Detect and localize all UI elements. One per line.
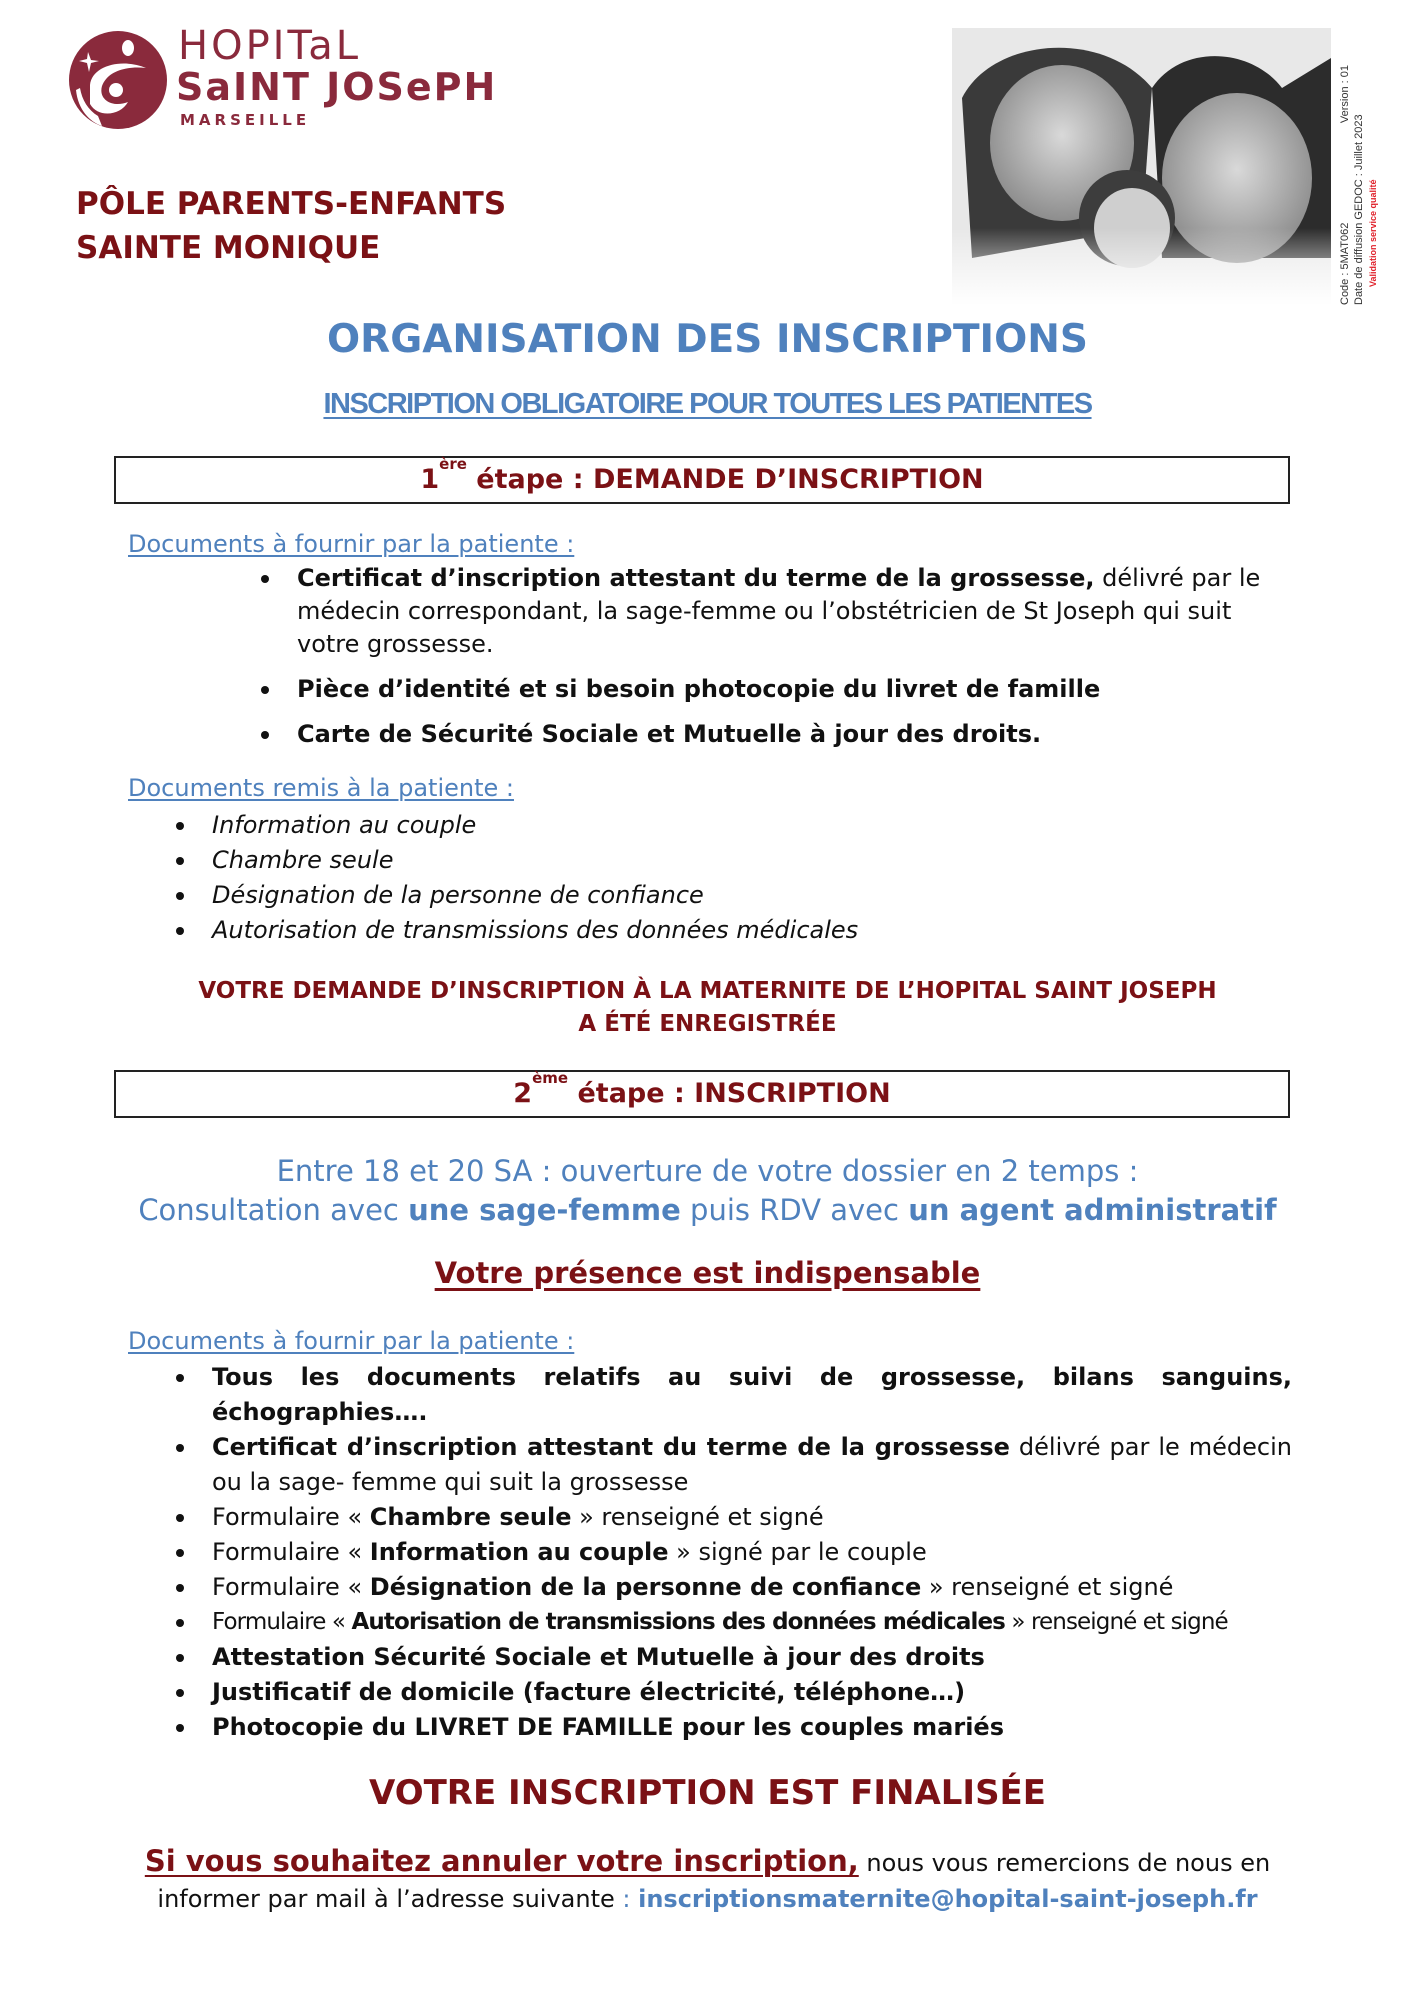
intro-bold-agent: un agent administratif xyxy=(908,1193,1277,1227)
page-title: ORGANISATION DES INSCRIPTIONS xyxy=(327,317,1088,362)
pole-title xyxy=(76,182,506,270)
list-item-text: Chambre seule xyxy=(212,846,394,874)
registration-finalised-notice: VOTRE INSCRIPTION EST FINALISÉE xyxy=(368,1773,1047,1813)
list-item-bold: Certificat d’inscription attestant du terme de la grossesse, xyxy=(297,564,1095,592)
bullet-icon xyxy=(176,1514,184,1522)
step1-documents-to-provide-heading: Documents à fournir par la patiente : xyxy=(128,530,575,558)
doc-code: Code : 5MAT062 xyxy=(1339,222,1351,305)
list-item xyxy=(212,1710,1292,1745)
list-item xyxy=(212,1535,1292,1570)
doc-date: Date de diffusion GEDOC : Juillet 2023 xyxy=(1353,114,1365,305)
list-item-bold: Carte de Sécurité Sociale et Mutuelle à jour des droits. xyxy=(297,720,1042,748)
list-item-text: délivré par le médecin correspondant, la sage-femme ou l’obstétricien de St Joseph qui suit votre grossesse. xyxy=(297,564,1261,658)
step1-number: 1 xyxy=(420,464,440,495)
bullet-icon xyxy=(176,927,184,935)
step1-documents-given-list xyxy=(212,808,1212,948)
step1-documents-to-provide-list xyxy=(297,562,1297,763)
step2-documents-to-provide-list xyxy=(212,1360,1292,1745)
family-photo xyxy=(952,28,1331,305)
list-item-bold: Chambre seule xyxy=(369,1503,572,1531)
doc-version: Version : 01 xyxy=(1339,65,1351,124)
list-item xyxy=(297,562,1297,661)
cancellation-line1 xyxy=(0,1843,1415,1881)
list-item xyxy=(212,808,1212,843)
bullet-icon xyxy=(176,1584,184,1592)
list-item-text: » renseigné et signé xyxy=(921,1573,1174,1601)
bullet-icon xyxy=(176,1374,184,1382)
cancellation-line2 xyxy=(0,1881,1415,1917)
list-item-bold: Information au couple xyxy=(369,1538,669,1566)
pole-title-line2: SAINTE MONIQUE xyxy=(76,230,381,266)
list-item xyxy=(212,1500,1292,1535)
cancellation-colon: : xyxy=(622,1885,639,1913)
list-item xyxy=(212,1360,1292,1430)
list-item-text: Information au couple xyxy=(212,811,477,839)
list-item-bold: Désignation de la personne de confiance xyxy=(369,1573,922,1601)
doc-validation: Validation service qualité xyxy=(1368,179,1378,287)
registration-notice-line1: VOTRE DEMANDE D’INSCRIPTION À LA MATERNITE DE L’HOPITAL SAINT JOSEPH xyxy=(198,978,1217,1004)
bullet-icon xyxy=(261,575,269,583)
bullet-icon xyxy=(176,1654,184,1662)
list-item-text: Désignation de la personne de confiance xyxy=(212,881,704,909)
list-item-text: » renseigné et signé xyxy=(571,1503,824,1531)
page-subtitle-text: INSCRIPTION OBLIGATOIRE POUR TOUTES LES PATIENTES xyxy=(323,388,1092,420)
cancellation-text: informer par mail à l’adresse suivante xyxy=(157,1885,623,1913)
bullet-icon xyxy=(176,1549,184,1557)
bullet-icon xyxy=(261,731,269,739)
registration-notice xyxy=(0,975,1415,1041)
list-item-bold: Pièce d’identité et si besoin photocopie du livret de famille xyxy=(297,675,1101,703)
hospital-logo-icon xyxy=(68,30,168,130)
list-item-bold: Certificat d’inscription attestant du terme de la grossesse xyxy=(212,1433,1010,1461)
presence-required-text: Votre présence est indispensable xyxy=(434,1256,981,1290)
intro-text: puis RDV avec xyxy=(680,1193,909,1227)
cancellation-notice xyxy=(0,1843,1415,1917)
step2-intro xyxy=(0,1152,1415,1230)
intro-bold-sage-femme: une sage-femme xyxy=(408,1193,681,1227)
step2-label: étape : INSCRIPTION xyxy=(568,1078,891,1109)
cancellation-lead: Si vous souhaitez annuler votre inscription, xyxy=(144,1844,859,1878)
registration-notice-line2: A ÉTÉ ENREGISTRÉE xyxy=(578,1011,837,1037)
logo-text-saint-joseph: SaINT JOSePH xyxy=(176,65,498,109)
list-item-text: Formulaire « xyxy=(212,1503,370,1531)
list-item-text: » renseigné et signé xyxy=(1004,1609,1228,1635)
cancellation-text: nous vous remercions de nous en xyxy=(858,1849,1271,1877)
document-metadata xyxy=(1338,65,1380,305)
bullet-icon xyxy=(176,1724,184,1732)
pole-title-line1: PÔLE PARENTS-ENFANTS xyxy=(76,186,507,222)
step1-label: étape : DEMANDE D’INSCRIPTION xyxy=(466,464,984,495)
step1-header-box xyxy=(114,456,1290,504)
step2-documents-to-provide-heading: Documents à fournir par la patiente : xyxy=(128,1327,575,1355)
list-item xyxy=(297,673,1297,706)
list-item-text: Formulaire « xyxy=(212,1573,370,1601)
list-item-text: Formulaire « xyxy=(212,1538,370,1566)
bullet-icon xyxy=(176,857,184,865)
step1-ordinal-suffix: ère xyxy=(439,455,467,473)
list-item xyxy=(212,1605,1292,1640)
list-item-bold: Attestation Sécurité Sociale et Mutuelle à jour des droits xyxy=(212,1643,985,1671)
list-item xyxy=(212,843,1212,878)
bullet-icon xyxy=(176,892,184,900)
list-item xyxy=(297,718,1297,751)
step2-header-box xyxy=(114,1070,1290,1118)
list-item-text: délivré par le médecin ou la sage- femme qui suit la grossesse xyxy=(212,1433,1292,1496)
list-item xyxy=(212,1640,1292,1675)
list-item-bold: Photocopie du LIVRET DE FAMILLE pour les couples mariés xyxy=(212,1713,1004,1741)
intro-text: Consultation avec xyxy=(138,1193,409,1227)
bullet-icon xyxy=(261,686,269,694)
list-item-bold: Tous les documents relatifs au suivi de grossesse, bilans sanguins, échographies…. xyxy=(212,1363,1292,1426)
bullet-icon xyxy=(176,1619,184,1627)
list-item xyxy=(212,913,1212,948)
page-subtitle xyxy=(0,382,1415,426)
presence-required-notice xyxy=(0,1253,1415,1293)
list-item-text: Formulaire « xyxy=(212,1609,352,1635)
list-item-bold: Autorisation de transmissions des données médicales xyxy=(351,1609,1005,1635)
list-item-text: Autorisation de transmissions des données médicales xyxy=(212,916,859,944)
step1-documents-given-heading: Documents remis à la patiente : xyxy=(128,774,514,802)
bullet-icon xyxy=(176,1689,184,1697)
logo-text-marseille: MARSEILLE xyxy=(180,111,311,129)
list-item xyxy=(212,1570,1292,1605)
step2-intro-line1: Entre 18 et 20 SA : ouverture de votre dossier en 2 temps : xyxy=(276,1154,1139,1188)
bullet-icon xyxy=(176,822,184,830)
step2-intro-line2 xyxy=(0,1191,1415,1230)
logo-text-hopital: HOPITaL xyxy=(178,23,362,69)
step2-ordinal-suffix: ème xyxy=(532,1069,569,1087)
cancellation-email-link[interactable]: inscriptionsmaternite@hopital-saint-joseph.fr xyxy=(638,1885,1258,1913)
list-item xyxy=(212,1675,1292,1710)
list-item-text: » signé par le couple xyxy=(668,1538,927,1566)
list-item xyxy=(212,878,1212,913)
bullet-icon xyxy=(176,1444,184,1452)
list-item xyxy=(212,1430,1292,1500)
list-item-bold: Justificatif de domicile (facture électricité, téléphone…) xyxy=(212,1678,966,1706)
step2-number: 2 xyxy=(513,1078,533,1109)
